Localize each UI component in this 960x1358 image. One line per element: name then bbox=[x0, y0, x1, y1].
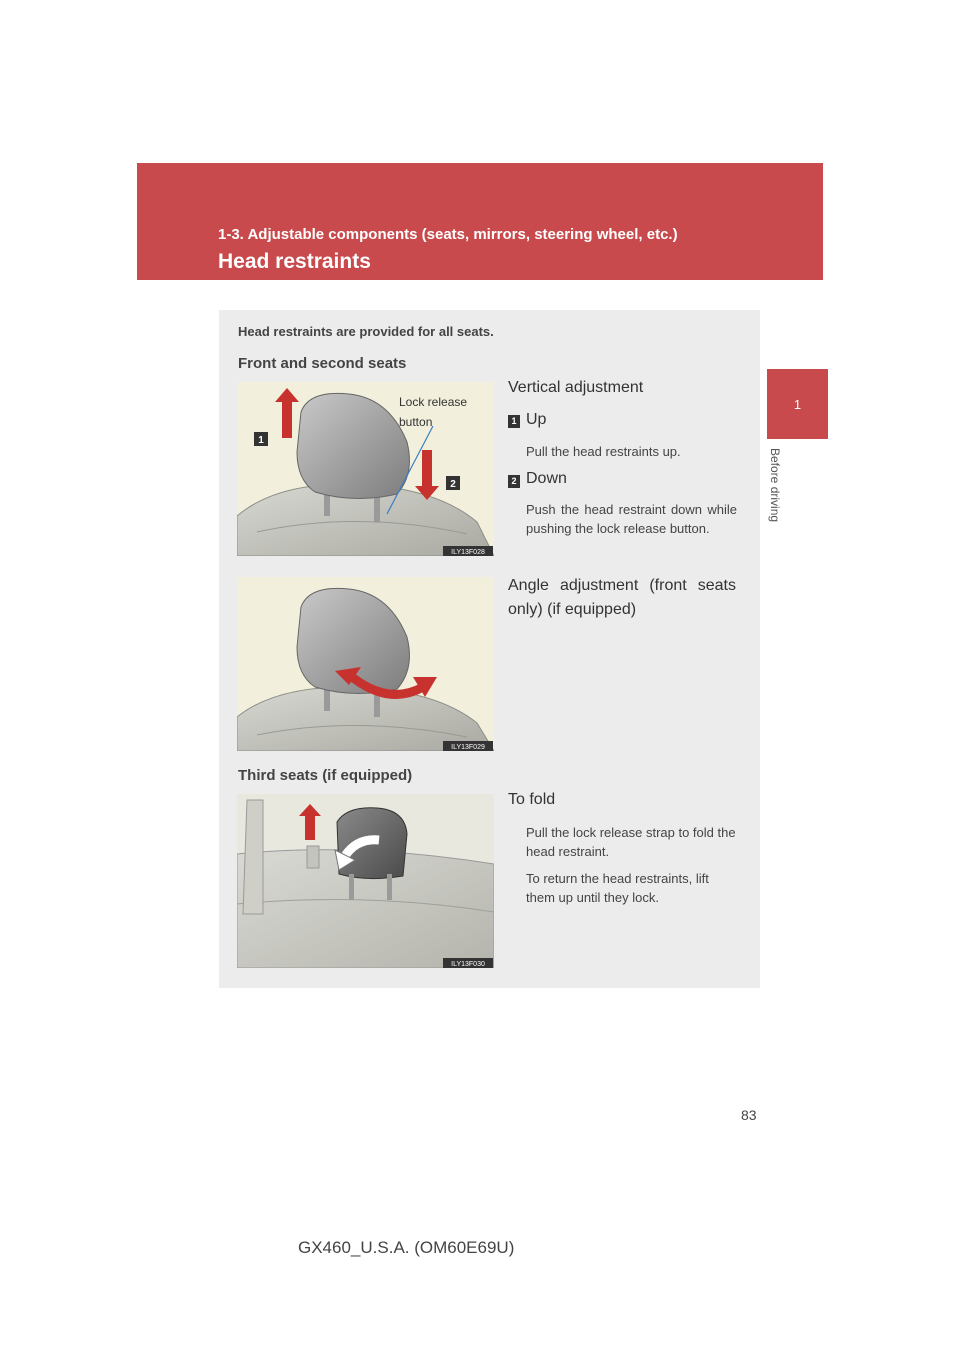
figure-code: ILY13F029 bbox=[451, 744, 485, 751]
figure-code: ILY13F030 bbox=[451, 961, 485, 968]
chapter-label: Before driving bbox=[768, 448, 782, 523]
step-1-badge: 1 bbox=[508, 415, 520, 428]
front-second-heading: Front and second seats bbox=[238, 355, 407, 372]
vertical-adjustment-heading: Vertical adjustment bbox=[508, 379, 644, 396]
up-description: Pull the head restraints up. bbox=[526, 444, 681, 459]
third-seats-heading: Third seats (if equipped) bbox=[238, 767, 413, 784]
down-arrow-icon bbox=[415, 450, 439, 500]
headrest-shape bbox=[297, 393, 409, 498]
up-arrow-icon bbox=[275, 388, 299, 438]
fold-description: Pull the lock release strap to fold the head restraint. bbox=[526, 825, 736, 859]
lock-release-callout: Lock release button bbox=[399, 395, 468, 429]
angle-adjustment-heading: Angle adjustment (front seats only) (if equipped) bbox=[508, 577, 736, 618]
chapter-tab[interactable] bbox=[767, 369, 828, 439]
figure-code: ILY13F028 bbox=[451, 549, 485, 556]
figure-third-seat-fold bbox=[237, 794, 494, 968]
page-number: 83 bbox=[741, 1107, 757, 1123]
return-description: To return the head restraints, lift them up until they lock. bbox=[526, 871, 709, 905]
intro-text: Head restraints are provided for all seats. bbox=[238, 324, 494, 339]
strap-up-arrow-icon bbox=[299, 804, 321, 840]
down-description: Push the head restraint down while pushing the lock release button. bbox=[526, 502, 737, 536]
header-band bbox=[137, 163, 823, 280]
up-label: Up bbox=[526, 411, 547, 428]
figure-angle-adjustment bbox=[237, 577, 494, 751]
down-label: Down bbox=[526, 470, 567, 487]
model-code: GX460_U.S.A. (OM60E69U) bbox=[298, 1238, 515, 1257]
marker-2: 2 bbox=[450, 479, 456, 490]
step-2-badge: 2 bbox=[508, 475, 520, 488]
section-title: 1-3. Adjustable components (seats, mirrors, steering wheel, etc.) bbox=[218, 226, 678, 243]
to-fold-heading: To fold bbox=[508, 791, 556, 808]
marker-1: 1 bbox=[258, 435, 264, 446]
chapter-number: 1 bbox=[793, 396, 802, 412]
page-title: Head restraints bbox=[218, 250, 371, 273]
content-panel bbox=[219, 310, 760, 988]
